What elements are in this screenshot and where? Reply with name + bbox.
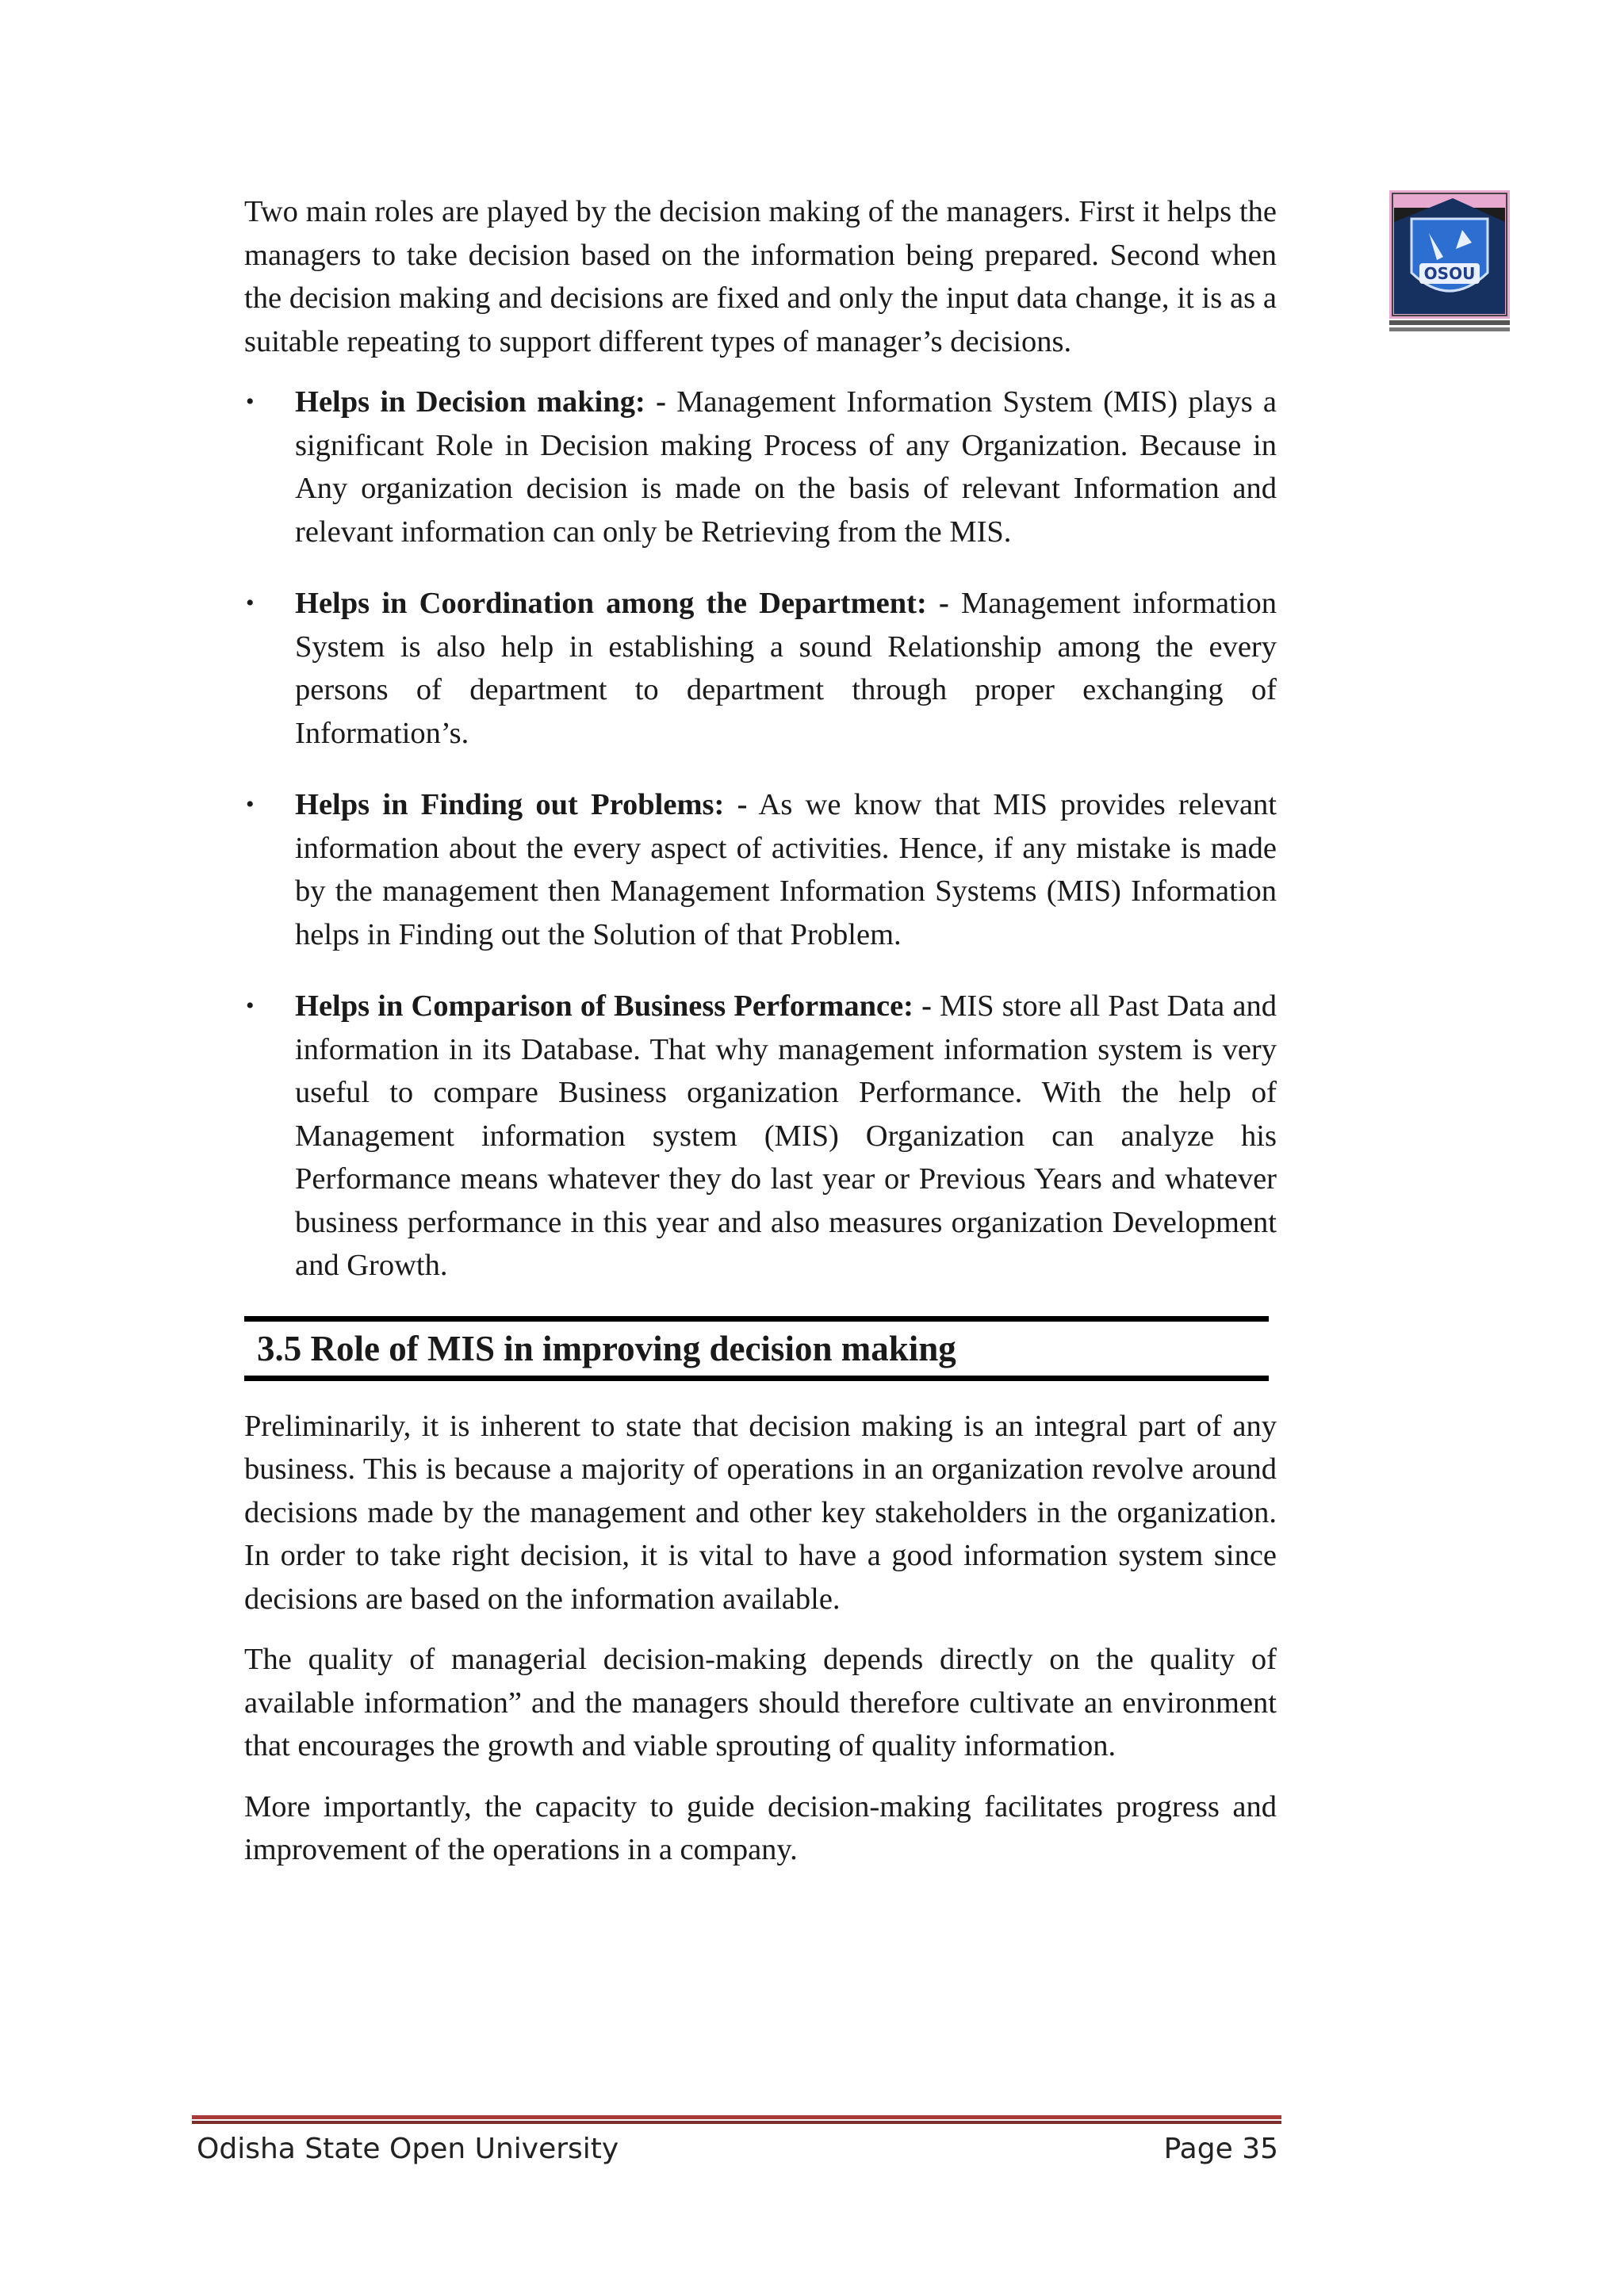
list-item-text: Management Information System (MIS) plays a significant Role in Decision making Process of any Organization. Because in Any organization decision is made on the basis of relevant Information and relevant information can only be Retrieving from the MIS.	[295, 385, 1277, 549]
intro-paragraph: Two main roles are played by the decision making of the managers. First it helps the managers to take decision based on the information being prepared. Second when the decision making and decisions are fixed and only the input data change, it is as a suitable repeating to support different types of manager’s decisions.	[244, 195, 1277, 358]
body-paragraph: The quality of managerial decision-making depends directly on the quality of available information” and the managers should therefore cultivate an environment that encourages the growth and viable sprouting of quality information.	[244, 1643, 1277, 1762]
logo-text: OSOU	[1423, 264, 1476, 283]
list-item-title: Helps in Coordination among the Department: -	[295, 587, 949, 620]
list-item	[244, 582, 1277, 755]
page-content	[244, 190, 1277, 1889]
list-item-text: Management information System is also help in establishing a sound Relationship among the every persons of department to department through proper exchanging of Information’s.	[295, 587, 1277, 750]
bullet-icon: •	[246, 791, 255, 817]
list-item-title: Helps in Comparison of Business Performance: -	[295, 989, 932, 1023]
body-paragraph: More importantly, the capacity to guide decision-making facilitates progress and improvement of the operations in a company.	[244, 1789, 1277, 1866]
bullet-icon: •	[246, 993, 255, 1019]
list-item-title: Helps in Finding out Problems: -	[295, 788, 748, 821]
footer-divider	[192, 2115, 1281, 2126]
osou-emblem-icon	[1389, 190, 1510, 333]
section-heading: 3.5 Role of MIS in improving decision making	[244, 1316, 1269, 1381]
list-item-title: Helps in Decision making: -	[295, 385, 666, 419]
list-item-text: MIS store all Past Data and information in its Database. That why management information system is very useful to compare Business organization Performance. With the help of Management information system (MIS) Organization can analyze his Performance means whatever they do last year or Previous Years and whatever business performance in this year and also measures organization Development and Growth.	[295, 989, 1277, 1282]
list-item	[244, 783, 1277, 956]
list-item	[244, 381, 1277, 553]
bullet-icon: •	[246, 388, 255, 415]
footer-university-name: Odisha State Open University	[197, 2133, 619, 2165]
list-item-text: As we know that MIS provides relevant information about the every aspect of activities. Hence, if any mistake is made by the management then Management Information Systems (MIS) Information helps in Finding out the Solution of that Problem.	[295, 788, 1277, 951]
body-paragraph: Preliminarily, it is inherent to state that decision making is an integral part of any business. This is because a majority of operations in an organization revolve around decisions made by the management and other key stakeholders in the organization. In order to take right decision, it is vital to have a good information system since decisions are based on the information available.	[244, 1409, 1277, 1616]
list-item	[244, 985, 1277, 1288]
mis-benefits-list	[244, 381, 1277, 1288]
university-logo	[1389, 190, 1510, 333]
page-number: Page 35	[1163, 2133, 1278, 2165]
bullet-icon: •	[246, 590, 255, 616]
